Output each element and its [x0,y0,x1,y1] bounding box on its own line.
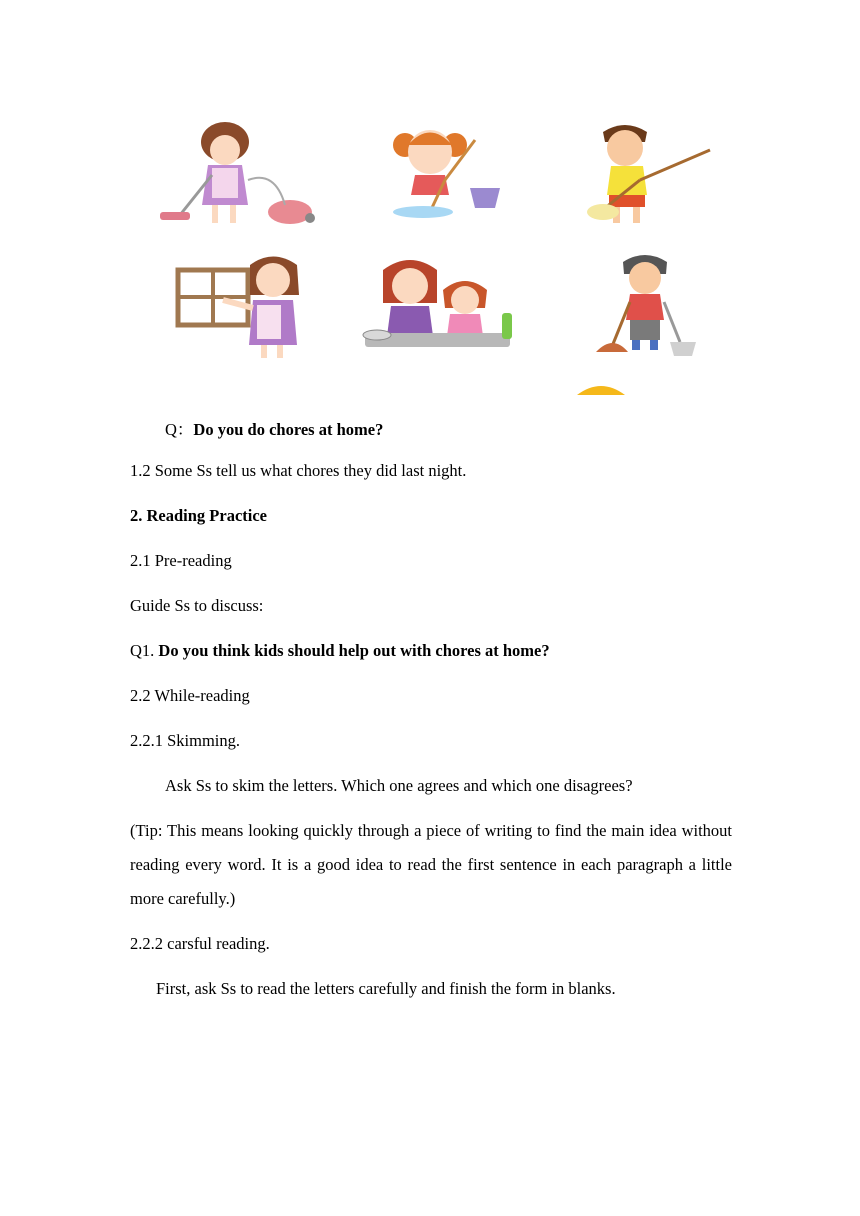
cropped-illustration-fragment [575,383,627,395]
q1-text: Do you think kids should help out with chores at home? [158,641,550,660]
step-2-2-text: 2.2 While-reading [130,686,250,705]
step-2-2-1-text: 2.2.1 Skimming. [130,731,241,750]
careful-instruction: First, ask Ss to read the letters carefully and finish the form in blanks. [156,979,616,998]
q1-prefix: Q1. [130,641,159,660]
boy-sweeping-floor-illustration [588,252,703,362]
step-1-2-text: 1.2 Some Ss tell us what chores they did last night. [130,461,467,480]
q1-line [130,641,550,661]
woman-cleaning-window-illustration [175,250,310,360]
skim-instruction: Ask Ss to skim the letters. Which one agrees and which one disagrees? [165,776,633,795]
boy-sweeping-illustration [585,120,715,230]
guide-text: Guide Ss to discuss: [130,596,264,615]
step-2-2-2-text: 2.2.2 carsful reading. [130,934,270,953]
woman-vacuuming-illustration [150,120,335,230]
step-2-1-text: 2.1 Pre-reading [130,551,232,570]
tip-paragraph: (Tip: This means looking quickly through a piece of writing to find the main idea without reading every word. It is a good idea to read the first sentence in each paragraph a little more carefully.) [130,821,732,908]
section-heading-reading-practice: 2. Reading Practice [130,506,268,525]
question-text: Do you do chores at home? [193,420,384,439]
girl-mopping-illustration [375,120,505,220]
question-prefix: Q： [165,420,194,439]
mother-daughter-washing-dishes-illustration [355,258,520,353]
question-line [165,416,383,440]
